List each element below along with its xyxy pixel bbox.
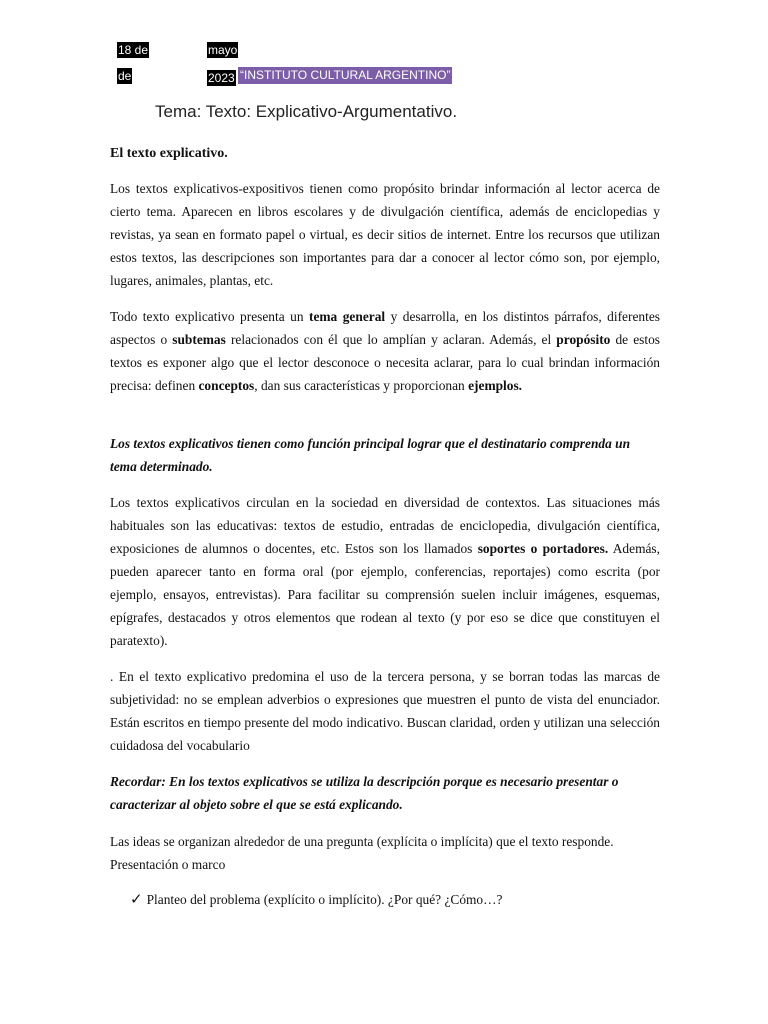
p2-bold-ejemplos: ejemplos.	[468, 378, 523, 393]
p2-bold-proposito: propósito	[556, 332, 611, 347]
paragraph-3-emphasis: Los textos explicativos tienen como función principal lograr que el destinatario comprenda un tema determinado.	[110, 436, 631, 474]
paragraph-5: . En el texto explicativo predomina el uso de la tercera persona, y se borran todas las marcas de subjetividad: no se emplean adverbios o expresiones que muestren el punto de vista del enunciador. Están escritos en tiempo presente del modo indicativo. Buscan claridad, orden y utilizan una selección cuidadosa del vocabulario	[110, 669, 660, 753]
p2-text-4: de estos textos es exponer algo que el lector desconoce o necesita aclarar, para lo cual brindan información precisa: definen	[110, 332, 660, 393]
institute-name: “INSTITUTO CULTURAL ARGENTINO”	[240, 68, 451, 82]
p2-text-5: , dan sus características y proporcionan	[254, 378, 469, 393]
p2-bold-conceptos: conceptos	[198, 378, 255, 393]
p2-text-1: Todo texto explicativo presenta un	[110, 309, 309, 324]
paragraph-2	[110, 305, 660, 397]
p7-line-1: Las ideas se organizan alrededor de una pregunta (explícita o implícita) que el texto responde.	[110, 834, 614, 849]
p4-bold-soportes: soportes o portadores.	[477, 541, 609, 556]
p4-text-2: Además, pueden aparecer tanto en forma oral (por ejemplo, conferencias, reportajes) como escrita (por ejemplo, ensayos, entrevistas). Para facilitar su comprensión suelen incluir imágenes, esquemas, epígrafes, destacados y otros elementos que rodean al texto (y por eso se dice que constituyen el paratexto).	[110, 541, 660, 648]
paragraph-4	[110, 491, 660, 652]
p7-line-2: Presentación o marco	[110, 857, 226, 872]
check-mark-icon: ✓	[130, 890, 143, 908]
p4-text-1: Los textos explicativos circulan en la sociedad en diversidad de contextos. Las situaciones más habituales son las educativas: textos de estudio, entradas de enciclopedia, divulgación científica, exposiciones de alumnos o docentes, etc. Estos son los llamados	[110, 495, 660, 556]
checklist-item	[130, 890, 502, 908]
date-day: 18 de	[118, 43, 149, 57]
date-month: mayo	[208, 43, 238, 57]
paragraph-1: Los textos explicativos-expositivos tienen como propósito brindar información al lector acerca de cierto tema. Aparecen en libros escolares y de divulgación científica, además de enciclopedias y revistas, ya sean en formato papel o virtual, es decir sitios de internet. Entre los recursos que utilizan estos textos, las descripciones son importantes para dar a conocer al lector cómo son, por ejemplo, lugares, animales, plantas, etc.	[110, 181, 660, 288]
page-title: Tema: Texto: Explicativo-Argumentativo.	[155, 102, 458, 121]
date-year: 2023	[208, 71, 235, 85]
paragraph-6-remember: Recordar: En los textos explicativos se utiliza la descripción porque es necesario presentar o caracterizar al objeto sobre el que se está explicando.	[110, 774, 619, 812]
checklist-item-text: Planteo del problema (explícito o implícito). ¿Por qué? ¿Cómo…?	[146, 892, 503, 907]
p2-text-3: relacionados con él que lo amplían y aclaran. Además, el	[225, 332, 557, 347]
paragraph-7	[110, 830, 660, 876]
p2-text-2: y desarrolla, en los distintos párrafos, diferentes aspectos o	[110, 309, 660, 347]
date-de: de	[118, 69, 132, 83]
p2-bold-tema: tema general	[309, 309, 386, 324]
section-heading: El texto explicativo.	[110, 146, 228, 161]
p2-bold-subtemas: subtemas	[172, 332, 226, 347]
